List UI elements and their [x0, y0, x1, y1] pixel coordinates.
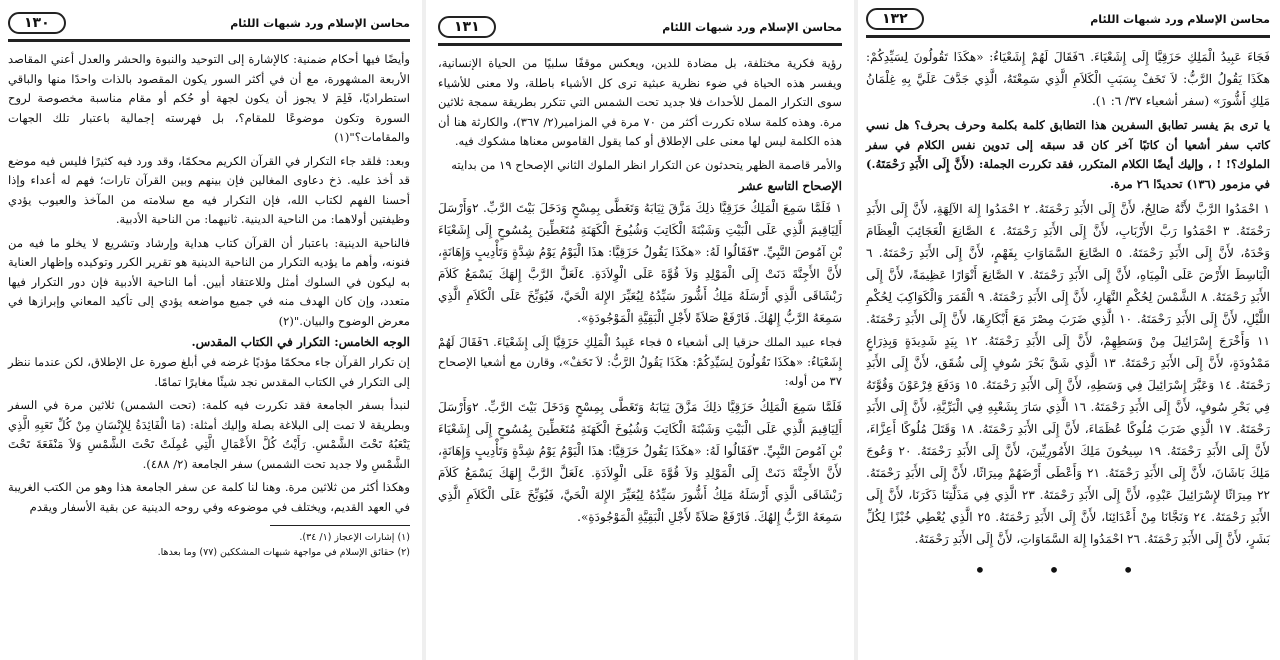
- section-heading: الإصحاح التاسع عشر: [738, 179, 842, 193]
- running-title: محاسن الإسلام ورد شبهات اللئام: [230, 16, 410, 30]
- footnote: (٢) حقائق الإسلام في مواجهة شبهات المشككين (٧٧) وما بعدها.: [157, 547, 410, 558]
- running-title: محاسن الإسلام ورد شبهات اللئام: [1090, 12, 1270, 26]
- paragraph: فالناحية الدينية: باعتبار أن القرآن كتاب هداية وإرشاد وتشريع لا يخلو ما فيه من فنونه، وأهم ما يؤديه التكرار من الناحية الدينية هو تقرير الكرر وتوكيده وإظهار العناية به ليكون في السلوك أمثل وللاعتقاد أبين. أما الناحية الأدبية فإن دور التكرار فيها متعدد، وإن كان الهدف منه في جميع مواضعه يؤدي إلى تأكيد المعاني وإبرازها في معرض الوضوح والبيان."(٢): [8, 235, 410, 328]
- scripture-quote: ١ فَلَمَّا سَمِعَ الْمَلِكُ حَزَقِيَّا ذلِكَ مَزَّقَ ثِيَابَهُ وَتَغَطَّى بِمِسْحٍ وَدَخَلَ بَيْتَ الرَّبِّ. ٢وَأَرْسَلَ أَلِيَاقِيمَ الَّذِي عَلَى الْبَيْتِ وَشَبْنَةَ الْكَاتِبَ وَشُيُوخَ الْكَهَنَةِ مُتَغَطِّينَ بِمُسُوحٍ إِلَى إِشَعْيَاءَ بْنِ آمُوصَ النَّبِيِّ. ٣فَقَالُوا لَهُ: «هكَذَا يَقُولُ حَزَقِيَّا: هذَا الْيَوْمُ يَوْمُ شِدَّةٍ وَتَأْدِيبٍ وَإِهَانَةٍ، لأَنَّ الأَجِنَّةَ دَنَتْ إِلَى الْمَوْلِدِ وَلاَ قُوَّةَ عَلَى الْوِلاَدَةِ. ٤لَعَلَّ الرَّبَّ إِلهَكَ يَسْمَعُ كَلاَمَ رَبْشَاقَى الَّذِي أَرْسَلَهُ مَلِكُ أَشُّورَ سَيِّدُهُ لِيُعَيِّرَ الإِلهَ الْحَيَّ، فَيُوَبِّخَ عَلَى الْكَلاَمِ الَّذِي سَمِعَهُ الرَّبُّ إِلهُكَ. فَارْفَعْ صَلاَةً لأَجْلِ الْبَقِيَّةِ الْمَوْجُودَةِ».: [438, 201, 842, 325]
- page-header: [866, 6, 1270, 38]
- paragraph: لنبدأ بسفر الجامعة فقد تكررت فيه كلمة: (تحت الشمس) ثلاثين مرة في السفر وبطريقة لا تمت إلى البلاغة بصلة وإليك أمثلة: (مَا الْفَائِدَةُ لِلإِنْسَانِ مِنْ كُلِّ تَعَبِهِ الَّذِي يَتْعَبُهُ تَحْتَ الشَّمْسِ. رَأَيْتُ كُلَّ الأَعْمَالِ الَّتِي عُمِلَتْ تَحْتَ الشَّمْسِ وَلاَ مَنْفَعَةَ تَحْتَ الشَّمْسِ ولا جديد تحت الشمس) سفر الجامعة (٢/ ٤٨٨).: [8, 398, 410, 471]
- paragraph: والأمر قاصمة الظهر يتحدثون عن التكرار انظر الملوك الثاني الإصحاح ١٩ من بدايته: [451, 157, 842, 172]
- scripture-quote: فَلَمَّا سَمِعَ الْمَلِكُ حَزَقِيَّا ذلِكَ مَزَّقَ ثِيَابَهُ وَتَغَطَّى بِمِسْحٍ وَدَخَلَ بَيْتَ الرَّبِّ. ٢وَأَرْسَلَ أَلِيَاقِيمَ الَّذِي عَلَى الْبَيْتِ وَشَبْنَةَ الْكَاتِبَ وَشُيُوخَ الْكَهَنَةِ مُتَغَطِّينَ بِمُسُوحٍ إِلَى إِشَعْيَاءَ بْنِ آمُوصَ النَّبِيِّ. ٣فَقَالُوا لَهُ: «هكَذَا يَقُولُ حَزَقِيَّا: هذَا الْيَوْمُ يَوْمُ شِدَّةٍ وَتَأْدِيبٍ وَإِهَانَةٍ، لأَنَّ الأَجِنَّةَ دَنَتْ إِلَى الْمَوْلِدِ وَلاَ قُوَّةَ عَلَى الْوِلاَدَةِ. ٤لَعَلَّ الرَّبَّ إِلهَكَ يَسْمَعُ كَلاَمَ رَبْشَاقَى الَّذِي أَرْسَلَهُ مَلِكُ أَشُّورَ سَيِّدُهُ لِيُعَيِّرَ الإِلهَ الْحَيَّ، فَيُوَبِّخَ عَلَى الْكَلاَمِ الَّذِي سَمِعَهُ الرَّبُّ إِلهُكَ. فَارْفَعْ صَلاَةً لأَجْلِ الْبَقِيَّةِ الْمَوْجُودَةِ».: [438, 399, 842, 524]
- paragraph: إن تكرار القرآن جاء محكمًا مؤديًا غرضه في أبلغ صورة عل الإطلاق، لكن عندما ننظر إلى التكرار في الكتاب المقدس نجد شيئًا مغايرًا تمامًا.: [8, 355, 410, 389]
- paragraph: رؤية فكرية مختلفة، بل مضادة للدين، ويعكس موقفًا سلبيًا من الحياة الإنسانية، ويفسر هذه الحياة في ضوء نظرية عبثية ترى كل الأشياء باطلة، ولا معنى للأشياء سوى التكرار الممل للأحداث فلا جديد تحت الشمس التي تتكرر بطريقة سمجة ثلاثين مرة. وهذه كلمة سلاه تكررت أكثر من ٧٠ مرة في المزامير(٢/ ٣٦٧)، والكارثة هنا أن هذه الكلمة ليس لها معنى على الإطلاق أو كما يقول القاموس معناها مشكوك فيه.: [438, 56, 843, 148]
- page-131: [428, 0, 854, 660]
- paragraph: وأيضًا فيها أحكام ضمنية: كالإشارة إلى التوحيد والنبوة والحشر والعدل أعني المقاصد الأربعة المشهورة، مع أن في أكثر السور يكون المقصود بالذات واحدًا منها والباقي استطراديًا، فَلِمَ لا يجوز أن يكون لجهة أو حُكم أو مقام مناسبة مخصوصة لروح السورة وتكون موضوعًا للمقام؟، بل فهرسته إجمالية باعتبار تلك الجهات والمقامات؟"(١): [8, 52, 410, 144]
- page-130: [0, 0, 422, 660]
- footnote: (١) إشارات الإعجاز (١/ ٣٤).: [299, 532, 410, 543]
- page-header: [438, 14, 842, 46]
- paragraph: فجاء عبيد الملك حزقيا إلى أشعياء ٥ فجاء عَبِيدُ الْمَلِكِ حَزَقِيَّا إِلَى إِشَعْيَاءَ. ٦فَقَالَ لَهُمْ إِشَعْيَاءُ: «هكَذَا تَقُولُونَ لِسَيِّدِكُمْ: هكَذَا يَقُولُ الرَّبُّ: لاَ تَخَفْ»، وقارن مع أشعيا الإصحاح ٣٧ من أوله:: [438, 335, 842, 388]
- page-gutter: [422, 0, 426, 660]
- page-132: [858, 0, 1280, 660]
- paragraph: وبعد: فلقد جاء التكرار في القرآن الكريم محكمًا، وقد ورد فيه كثيرًا فليس فيه موضع قد أخذ عليه. ذخ دعاوى المغالين فإن بينهم وبين القرآن تارات؛ فهم له أعداء وإذا أحسنا الفهم لكتاب الله، فإن التكرار فيه مع سلامته من المآخذ والعيوب يؤدي وظيفتين أولاهما: من الناحية الدينية. ثانيهما: من الناحية الأدبية.: [8, 153, 410, 226]
- page-number: ١٣٠: [8, 12, 66, 34]
- running-title: محاسن الإسلام ورد شبهات اللئام: [662, 20, 842, 34]
- page-header: [8, 10, 410, 42]
- end-ornament: • • •: [973, 558, 1163, 582]
- footnote-divider: [270, 525, 410, 526]
- scripture-quote: فَجَاءَ عَبِيدُ الْمَلِكِ حَزَقِيَّا إِلَى إِشَعْيَاءَ. ٦فَقَالَ لَهُمْ إِشَعْيَاءُ: «هكَذَا تَقُولُونَ لِسَيِّدِكُمْ: هكَذَا يَقُولُ الرَّبُّ: لاَ تَخَفْ بِسَبَبِ الْكَلاَمِ الَّذِي سَمِعْتَهُ، الَّذِي جَدَّفَ عَلَيَّ بِهِ غِلْمَانُ مَلِكِ أَشُّورَ» (سفر أشعياء ٣٧/ ٦: ١).: [866, 50, 1270, 108]
- paragraph: وهكذا أكثر من ثلاثين مرة. وهنا لنا كلمة عن سفر الجامعة هذا وهو من الكتب الغريبة في العهد القديم، ويختلف في موضوعه وفي روحه الدينية عن بقية الأسفار ويقدم: [8, 480, 410, 514]
- section-heading: الوجه الخامس: التكرار في الكتاب المقدس.: [191, 335, 410, 349]
- paragraph: يا ترى بمَ يفسر تطابق السفرين هذا التطابق كلمة بكلمة وحرف بحرف؟ هل نسي كاتب سفر أشعيا أن كاتبًا آخر كان قد سبقه إلى تدوين نفس الكلام في سفر الملوك؟! ! ، وإليك أيضًا الكلام المتكرر، فقد تكررت الجملة: (لأَنَّ إِلَى الأَبَدِ رَحْمَتَهُ.) في مزمور (١٣٦) تحديدًا ٢٦ مرة.: [866, 118, 1270, 191]
- scripture-quote: ١ احْمَدُوا الرَّبَّ لأَنَّهُ صَالِحٌ، لأَنَّ إِلَى الأَبَدِ رَحْمَتَهُ. ٢ احْمَدُوا إِلهَ الآلِهَةِ، لأَنَّ إِلَى الأَبَدِ رَحْمَتَهُ. ٣ احْمَدُوا رَبَّ الأَرْبَابِ، لأَنَّ إِلَى الأَبَدِ رَحْمَتَهُ. ٤ الصَّانِعَ الْعَجَائِبَ الْعِظَامَ وَحْدَهُ، لأَنَّ إِلَى الأَبَدِ رَحْمَتَهُ. ٥ الصَّانِعَ السَّمَاوَاتِ بِفَهْمٍ، لأَنَّ إِلَى الأَبَدِ رَحْمَتَهُ. ٦ الْبَاسِطَ الأَرْضَ عَلَى الْمِيَاهِ، لأَنَّ إِلَى الأَبَدِ رَحْمَتَهُ. ٧ الصَّانِعَ أَنْوَارًا عَظِيمَةً، لأَنَّ إِلَى الأَبَدِ رَحْمَتَهُ. ٨ الشَّمْسَ لِحُكْمِ النَّهَارِ، لأَنَّ إِلَى الأَبَدِ رَحْمَتَهُ. ٩ الْقَمَرَ وَالْكَوَاكِبَ لِحُكْمِ اللَّيْلِ، لأَنَّ إِلَى الأَبَدِ رَحْمَتَهُ. ١٠ الَّذِي ضَرَبَ مِصْرَ مَعَ أَبْكَارِهَا، لأَنَّ إِلَى الأَبَدِ رَحْمَتَهُ. ١١ وَأَخْرَجَ إِسْرَائِيلَ مِنْ وَسَطِهِمْ، لأَنَّ إِلَى الأَبَدِ رَحْمَتَهُ. ١٢ بِيَدٍ شَدِيدَةٍ وَبِذِرَاعٍ مَمْدُودَةٍ، لأَنَّ إِلَى الأَبَدِ رَحْمَتَهُ. ١٣ الَّذِي شَقَّ بَحْرَ سُوفٍ إِلَى شُقَق، لأَنَّ إِلَى الأَبَدِ رَحْمَتَهُ. ١٤ وَعَبَّرَ إِسْرَائِيلَ فِي وَسَطِهِ، لأَنَّ إِلَى الأَبَدِ رَحْمَتَهُ. ١٥ وَدَفَعَ فِرْعَوْنَ وَقُوَّتَهُ فِي بَحْرِ سُوفٍ، لأَنَّ إِلَى الأَبَدِ رَحْمَتَهُ. ١٦ الَّذِي سَارَ بِشَعْبِهِ فِي الْبَرِّيَّةِ، لأَنَّ إِلَى الأَبَدِ رَحْمَتَهُ. ١٧ الَّذِي ضَرَبَ مُلُوكًا عُظَمَاءَ، لأَنَّ إِلَى الأَبَدِ رَحْمَتَهُ. ١٨ وَقَتَلَ مُلُوكًا أَعِزَّاءَ، لأَنَّ إِلَى الأَبَدِ رَحْمَتَهُ. ١٩ سِيحُونَ مَلِكَ الأَمُورِيِّينَ، لأَنَّ إِلَى الأَبَدِ رَحْمَتَهُ. ٢٠ وَعُوجَ مَلِكَ بَاشَانَ، لأَنَّ إِلَى الأَبَدِ رَحْمَتَهُ. ٢١ وَأَعْطَى أَرْضَهُمْ مِيرَاثًا، لأَنَّ إِلَى الأَبَدِ رَحْمَتَهُ. ٢٢ مِيرَاثًا لإِسْرَائِيلَ عَبْدِهِ، لأَنَّ إِلَى الأَبَدِ رَحْمَتَهُ. ٢٣ الَّذِي فِي مَذَلَّتِنَا ذَكَرَنَا، لأَنَّ إِلَى الأَبَدِ رَحْمَتَهُ. ٢٤ وَنَجَّانَا مِنْ أَعْدَائِنَا، لأَنَّ إِلَى الأَبَدِ رَحْمَتَهُ. ٢٥ الَّذِي يُعْطِي خُبْزًا لِكُلِّ بَشَرٍ، لأَنَّ إِلَى الأَبَدِ رَحْمَتَهُ. ٢٦ احْمَدُوا إِلهَ السَّمَاوَاتِ، لأَنَّ إِلَى الأَبَدِ رَحْمَتَهُ.: [866, 202, 1271, 546]
- page-number: ١٣١: [438, 16, 496, 38]
- page-number: ١٣٢: [866, 8, 924, 30]
